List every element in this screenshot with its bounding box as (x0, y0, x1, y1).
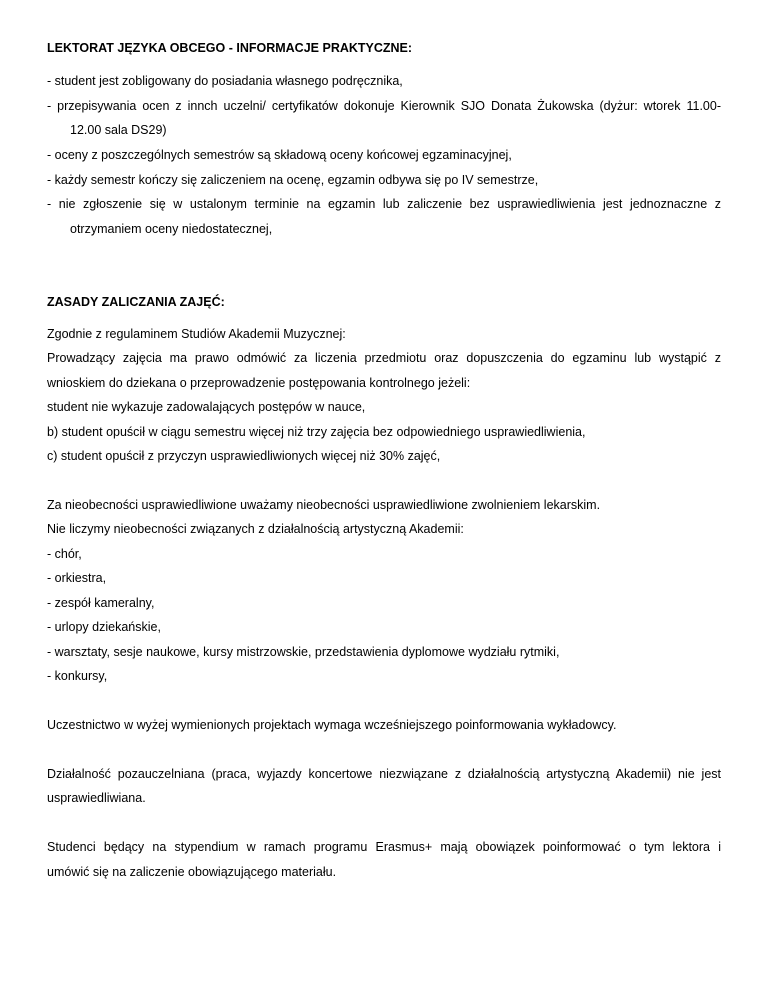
absence-item-workshops: - warsztaty, sesje naukowe, kursy mistrzowskie, przedstawienia dyplomowe wydziału rytmiki, (47, 645, 560, 659)
section-heading-practical-info: LEKTORAT JĘZYKA OBCEGO - INFORMACJE PRAKTYCZNE: (47, 41, 413, 55)
rules-condition-b: b) student opuścił w ciągu semestru więcej niż trzy zajęcia bez odpowiedniego usprawiedliwienia, (47, 425, 586, 439)
bullet-own-textbook: - student jest zobligowany do posiadania własnego podręcznika, (47, 74, 403, 88)
rules-refusal-line2: wnioskiem do dziekana o przeprowadzenie postępowania kontrolnego jeżeli: (47, 376, 471, 390)
rules-refusal-line1: Prowadzący zajęcia ma prawo odmówić za liczenia przedmiotu oraz dopuszczenia do egzaminu lub wystąpić z (47, 351, 721, 365)
absence-item-orchestra: - orkiestra, (47, 571, 107, 585)
bullet-semester-grades: - oceny z poszczególnych semestrów są składową oceny końcowej egzaminacyjnej, (47, 148, 512, 162)
erasmus-line2: umówić się na zaliczenie obowiązującego materiału. (47, 865, 337, 879)
section-heading-rules: ZASADY ZALICZANIA ZAJĘĆ: (47, 295, 225, 309)
bullet-no-show-line2: otrzymaniem oceny niedostatecznej, (70, 222, 273, 236)
absence-item-choir: - chór, (47, 547, 82, 561)
rules-condition-c: c) student opuścił z przyczyn usprawiedliwionych więcej niż 30% zajęć, (47, 449, 441, 463)
bullet-grade-transfer-line1: - przepisywania ocen z innch uczelni/ certyfikatów dokonuje Kierownik SJO Donata Żukowska (dyżur: wtorek 11.00- (47, 99, 721, 113)
extracurricular-line1: Działalność pozauczelniana (praca, wyjazdy koncertowe niezwiązane z działalnością artystyczną Akademii) nie jest (47, 767, 721, 781)
rules-condition-progress: student nie wykazuje zadowalających postępów w nauce, (47, 400, 366, 414)
absence-art-intro: Nie liczymy nieobecności związanych z działalnością artystyczną Akademii: (47, 522, 464, 536)
bullet-semester-credit: - każdy semestr kończy się zaliczeniem na ocenę, egzamin odbywa się po IV semestrze, (47, 173, 539, 187)
absence-item-competitions: - konkursy, (47, 669, 108, 683)
bullet-grade-transfer-line2: 12.00 sala DS29) (70, 123, 167, 137)
absence-item-chamber: - zespół kameralny, (47, 596, 155, 610)
erasmus-line1: Studenci będący na stypendium w ramach programu Erasmus+ mają obowiązek poinformować o tym lektora i (47, 840, 721, 854)
participation-notice: Uczestnictwo w wyżej wymienionych projektach wymaga wcześniejszego poinformowania wykładowcy. (47, 718, 617, 732)
rules-intro: Zgodnie z regulaminem Studiów Akademii Muzycznej: (47, 327, 346, 341)
absence-item-leave: - urlopy dziekańskie, (47, 620, 161, 634)
absence-medical: Za nieobecności usprawiedliwione uważamy nieobecności usprawiedliwione zwolnieniem lekarskim. (47, 498, 601, 512)
bullet-no-show-line1: - nie zgłoszenie się w ustalonym terminie na egzamin lub zaliczenie bez usprawiedliwienia jest jednoznaczne z (47, 197, 721, 211)
extracurricular-line2: usprawiedliwiana. (47, 791, 146, 805)
